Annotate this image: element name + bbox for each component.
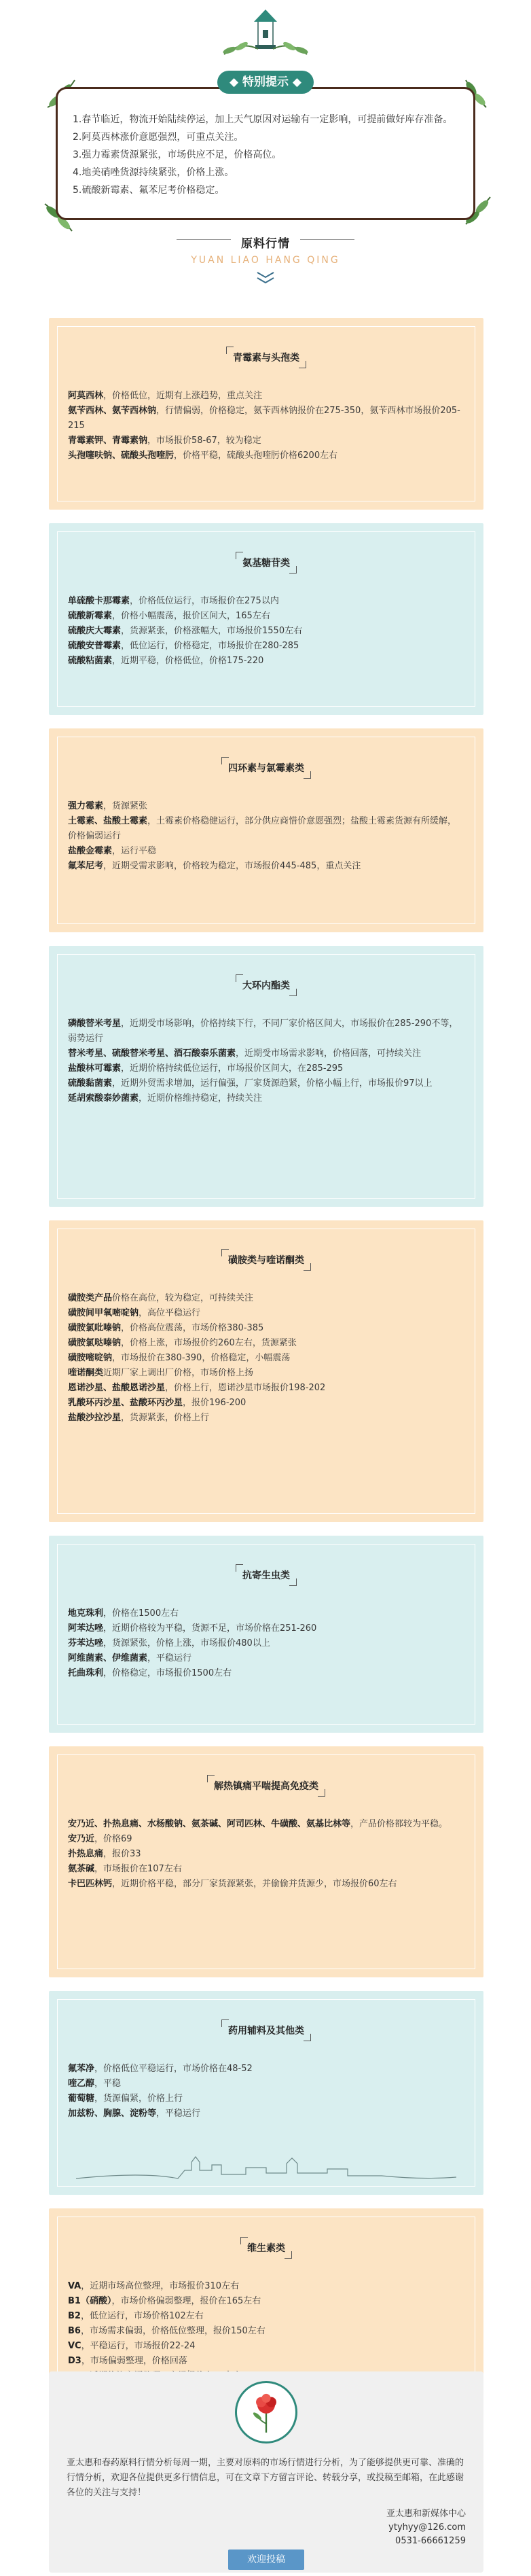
section-title-text: 解热镇痛平喘提高免疫类 bbox=[208, 1776, 324, 1795]
product-name: B6 bbox=[68, 2326, 81, 2336]
price-note: ，货源紧张 bbox=[103, 801, 148, 811]
product-name: 喹诺酮类 bbox=[68, 1368, 104, 1378]
product-name: 氟苯净 bbox=[68, 2064, 95, 2074]
price-line bbox=[68, 814, 464, 844]
product-name: 磺胺间甲氧嘧啶钠 bbox=[68, 1308, 139, 1318]
product-name: D3 bbox=[68, 2356, 81, 2366]
price-line bbox=[68, 2062, 464, 2077]
product-name: 硫酸庆大霉素 bbox=[68, 626, 122, 636]
product-name: 磺胺氯哒嗪钠 bbox=[68, 1338, 122, 1348]
product-name: 磷酸替米考星 bbox=[68, 1019, 122, 1029]
product-name: 盐酸沙拉沙星 bbox=[68, 1413, 122, 1423]
market-section bbox=[49, 1746, 483, 1977]
product-name: 头孢噻呋钠、硫酸头孢喹肟 bbox=[68, 451, 175, 461]
price-note: ，产品价格都较为平稳。 bbox=[350, 1819, 448, 1829]
footer-intro: 亚太惠和春药原料行情分析每周一期，主要对原料的市场行情进行分析，为了能够提供更可靠、准确的行情分析，欢迎各位提供更多行情信息，可在文章下方留言评论、转载分享，或投稿至邮箱，在此感谢各位的关注与支持！ bbox=[67, 2458, 464, 2498]
product-name: 芬苯达唑 bbox=[68, 1638, 104, 1648]
section-title-text: 药用辅料及其他类 bbox=[223, 2021, 310, 2040]
market-section bbox=[49, 728, 483, 932]
market-section bbox=[49, 318, 483, 510]
price-line bbox=[68, 1666, 464, 1681]
price-note: ，行情偏弱，价格稳定，氨苄西林钠报价在275-350，氨苄西林市场报价205-215 bbox=[68, 406, 460, 431]
section-lines bbox=[68, 389, 464, 463]
product-name: 延胡索酸泰妙菌素 bbox=[68, 1093, 139, 1104]
price-line bbox=[68, 1061, 464, 1076]
price-line bbox=[68, 2279, 464, 2294]
tip-line: 2.阿莫西林涨价意愿强烈，可重点关注。 bbox=[73, 132, 244, 143]
price-note: ，价格高位震荡，市场价格380-385 bbox=[121, 1323, 264, 1333]
product-name: 氟苯尼考 bbox=[68, 861, 104, 871]
product-name: 阿莫西林 bbox=[68, 391, 104, 401]
product-name: 安乃近 bbox=[68, 1834, 95, 1844]
product-name: 磺胺氯吡嗪钠 bbox=[68, 1323, 122, 1333]
product-name: 氨茶碱 bbox=[68, 1864, 95, 1874]
section-lines bbox=[68, 2062, 464, 2121]
footer-org: 亚太惠和新媒体中心 bbox=[386, 2509, 466, 2519]
price-note: ，近期价格维持稳定，持续关注 bbox=[139, 1093, 263, 1104]
tip-line: 3.强力霉素货源紧张，市场供应不足，价格高位。 bbox=[73, 149, 282, 160]
price-line bbox=[68, 2092, 464, 2106]
section-title-text: 大环内酯类 bbox=[237, 976, 295, 995]
price-note: ，价格低位运行，市场报价在275以内 bbox=[130, 596, 279, 606]
price-note: ，运行平稳 bbox=[112, 846, 157, 856]
price-note: ，平稳运行，市场报价22-24 bbox=[81, 2341, 196, 2351]
price-note: ，货源紧张，价格上行 bbox=[121, 1413, 210, 1423]
product-name: 硫酸安普霉素 bbox=[68, 641, 122, 651]
product-name: B1（硝酸） bbox=[68, 2296, 112, 2306]
product-name: 磺胺嘧啶钠 bbox=[68, 1353, 113, 1363]
section-title-text: 四环素与氯霉素类 bbox=[223, 758, 310, 777]
price-line bbox=[68, 1336, 464, 1351]
section-title-text: 青霉素与头孢类 bbox=[227, 348, 305, 367]
price-note: ，价格低位，近期有上涨趋势，重点关注 bbox=[103, 391, 263, 401]
tips-title: ◆ 特别提示 ◆ bbox=[217, 71, 314, 94]
price-line bbox=[68, 1636, 464, 1651]
price-line bbox=[68, 389, 464, 404]
price-note: ，低位运行，市场价格102左右 bbox=[80, 2311, 204, 2321]
market-section bbox=[49, 1991, 483, 2195]
market-section bbox=[49, 1220, 483, 1522]
price-line bbox=[68, 594, 464, 609]
market-section bbox=[49, 523, 483, 715]
product-name: 安乃近、扑热息痛、水杨酸钠、氨茶碱、阿司匹林、牛磺酸、氨基比林等 bbox=[68, 1819, 351, 1829]
product-name: B2 bbox=[68, 2311, 81, 2321]
price-line bbox=[68, 2106, 464, 2121]
price-line bbox=[68, 1321, 464, 1336]
market-title: 原料行情 bbox=[241, 237, 290, 251]
section-title bbox=[49, 348, 483, 367]
footer-contact bbox=[386, 2507, 466, 2548]
product-name: 乳酸环丙沙星、盐酸环丙沙星 bbox=[68, 1398, 183, 1408]
submit-button[interactable]: 欢迎投稿 bbox=[228, 2549, 304, 2570]
price-note: ，价格上涨，市场报价约260左右，货源紧张 bbox=[121, 1338, 297, 1348]
price-line bbox=[68, 1076, 464, 1091]
section-title bbox=[49, 1250, 483, 1269]
price-line bbox=[68, 448, 464, 463]
product-name: 托曲珠利 bbox=[68, 1668, 104, 1678]
section-title-text: 氨基糖苷类 bbox=[237, 553, 295, 572]
product-name: 硫酸新霉素 bbox=[68, 611, 113, 621]
section-title bbox=[49, 1776, 483, 1795]
tip-line: 4.地美硝唑货源持续紧张，价格上涨。 bbox=[73, 167, 234, 178]
section-title-text: 维生素类 bbox=[242, 2238, 291, 2257]
product-name: 葡萄糖 bbox=[68, 2094, 95, 2104]
price-note: ，价格小幅震荡，报价区间大，165左右 bbox=[112, 611, 270, 621]
footer bbox=[49, 2371, 483, 2573]
section-lines bbox=[68, 799, 464, 874]
price-line bbox=[68, 1651, 464, 1666]
price-line bbox=[68, 609, 464, 624]
product-name: 盐酸金霉素 bbox=[68, 846, 113, 856]
price-note: ，市场需求偏弱，价格低位整理，报价150左右 bbox=[80, 2326, 266, 2336]
section-lines bbox=[68, 1606, 464, 1681]
section-lines bbox=[68, 1291, 464, 1426]
price-line bbox=[68, 2339, 464, 2354]
price-note: ，平稳运行 bbox=[156, 2109, 201, 2119]
price-note: ，近期受市场影响，价格持续下行，不同厂家价格区间大，市场报价在285-290不等，弱势运行 bbox=[68, 1019, 458, 1044]
price-note: ，平稳 bbox=[94, 2079, 122, 2089]
section-title bbox=[49, 758, 483, 777]
product-name: 地克珠利 bbox=[68, 1608, 104, 1619]
price-line bbox=[68, 654, 464, 669]
pavilion-icon bbox=[254, 10, 277, 49]
price-line bbox=[68, 1606, 464, 1621]
product-name: VC bbox=[68, 2341, 81, 2351]
price-note: 价格在高位，较为稳定，可持续关注 bbox=[112, 1293, 254, 1303]
price-note: ，近期价格较为平稳，货源不足，市场价格在251-260 bbox=[103, 1623, 317, 1634]
price-note: ，低位运行，价格稳定，市场报价在280-285 bbox=[121, 641, 299, 651]
price-note: ，近期价格平稳，部分厂家货源紧张，并偷偷并货源少，市场报价60左右 bbox=[112, 1879, 397, 1889]
price-note: ，货源偏紧，价格上行 bbox=[94, 2094, 183, 2104]
price-note: 近期厂家上调出厂价格，市场价格上扬 bbox=[103, 1368, 254, 1378]
price-note: ，土霉素价格稳健运行，部分供应商惜价意愿强烈；盐酸土霉素货源有所缓解，价格偏弱运行 bbox=[68, 816, 457, 841]
price-line bbox=[68, 1411, 464, 1426]
section-title-text: 磺胺类与喹诺酮类 bbox=[223, 1250, 310, 1269]
product-name: VA bbox=[68, 2281, 81, 2291]
price-note: ，货源紧张，价格涨幅大，市场报价1550左右 bbox=[121, 626, 303, 636]
footer-phone: 0531-66661259 bbox=[395, 2536, 466, 2546]
product-name: 磺胺类产品 bbox=[68, 1293, 113, 1303]
price-line bbox=[68, 1396, 464, 1411]
price-line bbox=[68, 2294, 464, 2309]
price-note: ，货源紧张，价格上涨，市场报价480以上 bbox=[103, 1638, 270, 1648]
product-name: 强力霉素 bbox=[68, 801, 104, 811]
product-name: 扑热息痛 bbox=[68, 1849, 104, 1859]
market-section bbox=[49, 946, 483, 1207]
price-line bbox=[68, 844, 464, 859]
price-note: ，价格在1500左右 bbox=[103, 1608, 179, 1619]
section-title bbox=[49, 2238, 483, 2257]
price-note: ，近期受需求影响，价格较为稳定，市场报价445-485，重点关注 bbox=[103, 861, 361, 871]
price-line bbox=[68, 1366, 464, 1381]
price-line bbox=[68, 2324, 464, 2339]
product-name: 替米考星、硫酸替米考星、酒石酸泰乐菌素 bbox=[68, 1048, 236, 1059]
product-name: 加兹粉、胸腺、淀粉等 bbox=[68, 2109, 157, 2119]
tip-line: 5.硫酸新霉素、氟苯尼考价格稳定。 bbox=[73, 185, 225, 196]
price-line bbox=[68, 624, 464, 639]
price-line bbox=[68, 1091, 464, 1106]
market-header bbox=[0, 234, 531, 266]
section-title bbox=[49, 553, 483, 572]
price-note: ，近期外贸需求增加，运行偏强，厂家货源趋紧，价格小幅上行，市场报价97以上 bbox=[112, 1078, 433, 1089]
price-note: ，近期市场高位整理，市场报价310左右 bbox=[81, 2281, 240, 2291]
footer-email: ytyhyy@126.com bbox=[388, 2522, 466, 2533]
price-line bbox=[68, 2077, 464, 2092]
price-line bbox=[68, 1381, 464, 1396]
product-name: 土霉素、盐酸土霉素 bbox=[68, 816, 148, 826]
price-line bbox=[68, 1306, 464, 1321]
price-note: ，价格平稳，硫酸头孢喹肟价格6200左右 bbox=[174, 451, 338, 461]
price-line bbox=[68, 639, 464, 654]
price-line bbox=[68, 2354, 464, 2369]
price-line bbox=[68, 1351, 464, 1366]
price-line bbox=[68, 1817, 464, 1832]
price-line bbox=[68, 1847, 464, 1862]
tip-line: 1.春节临近，物流开始陆续停运，加上天气原因对运输有一定影响，可提前做好库存准备。 bbox=[73, 114, 453, 125]
product-name: 单硫酸卡那霉素 bbox=[68, 596, 130, 606]
price-note: ，近期受市场需求影响，价格回落，可持续关注 bbox=[236, 1048, 422, 1059]
price-note: ，价格低位平稳运行，市场价格在48-52 bbox=[94, 2064, 253, 2074]
product-name: 盐酸林可霉素 bbox=[68, 1063, 122, 1074]
price-note: ，高位平稳运行 bbox=[139, 1308, 201, 1318]
product-name: 阿维菌素、伊维菌素 bbox=[68, 1653, 148, 1663]
section-title bbox=[49, 1566, 483, 1585]
price-note: ，价格稳定，市场报价1500左右 bbox=[103, 1668, 232, 1678]
section-lines bbox=[68, 1817, 464, 1892]
market-section bbox=[49, 1536, 483, 1733]
chevron-down-icon bbox=[255, 270, 276, 285]
market-subtitle: YUAN LIAO HANG QING bbox=[191, 255, 340, 266]
price-line bbox=[68, 434, 464, 448]
product-name: 青霉素钾、青霉素钠 bbox=[68, 436, 148, 446]
header-decoration bbox=[0, 0, 531, 61]
product-name: 硫酸粘菌素 bbox=[68, 656, 113, 666]
price-note: ，近期价格持续低位运行，市场报价区间大，在285-295 bbox=[121, 1063, 344, 1074]
price-line bbox=[68, 1877, 464, 1892]
price-line bbox=[68, 1046, 464, 1061]
product-name: 恩诺沙星、盐酸恩诺沙星 bbox=[68, 1383, 166, 1393]
skyline-icon bbox=[62, 2145, 470, 2185]
price-note: ，市场报价在380-390，价格稳定，小幅震荡 bbox=[112, 1353, 291, 1363]
price-note: ，平稳运行 bbox=[147, 1653, 192, 1663]
section-lines bbox=[68, 594, 464, 669]
price-note: ，价格上行，恩诺沙星市场报价198-202 bbox=[165, 1383, 326, 1393]
price-note: ，近期平稳，价格低位，价格175-220 bbox=[112, 656, 264, 666]
product-name: 阿苯达唑 bbox=[68, 1623, 104, 1634]
price-line bbox=[68, 1862, 464, 1877]
price-line bbox=[68, 404, 464, 434]
price-line bbox=[68, 799, 464, 814]
price-line bbox=[68, 859, 464, 874]
product-name: 喹乙醇 bbox=[68, 2079, 95, 2089]
section-title-text: 抗寄生虫类 bbox=[237, 1566, 295, 1585]
price-line bbox=[68, 1017, 464, 1046]
price-line bbox=[68, 1832, 464, 1847]
price-note: ，市场价格偏弱整理，报价在165左右 bbox=[111, 2296, 261, 2306]
price-line bbox=[68, 2309, 464, 2324]
price-note: ，报价33 bbox=[103, 1849, 141, 1859]
carnation-icon bbox=[235, 2381, 297, 2443]
product-name: 硫酸黏菌素 bbox=[68, 1078, 113, 1089]
price-line bbox=[68, 1291, 464, 1306]
price-note: ，报价196-200 bbox=[183, 1398, 246, 1408]
product-name: 氨苄西林、氨苄西林钠 bbox=[68, 406, 157, 416]
price-note: ，市场偏弱整理，价格回落 bbox=[81, 2356, 187, 2366]
price-line bbox=[68, 1621, 464, 1636]
section-lines bbox=[68, 1017, 464, 1106]
section-title bbox=[49, 2021, 483, 2040]
price-note: ，价格69 bbox=[94, 1834, 132, 1844]
product-name: 卡巴匹林钙 bbox=[68, 1879, 113, 1889]
section-title bbox=[49, 976, 483, 995]
price-note: ，市场报价58-67，较为稳定 bbox=[147, 436, 261, 446]
tips-box bbox=[56, 87, 475, 220]
price-note: ，市场报价在107左右 bbox=[94, 1864, 182, 1874]
